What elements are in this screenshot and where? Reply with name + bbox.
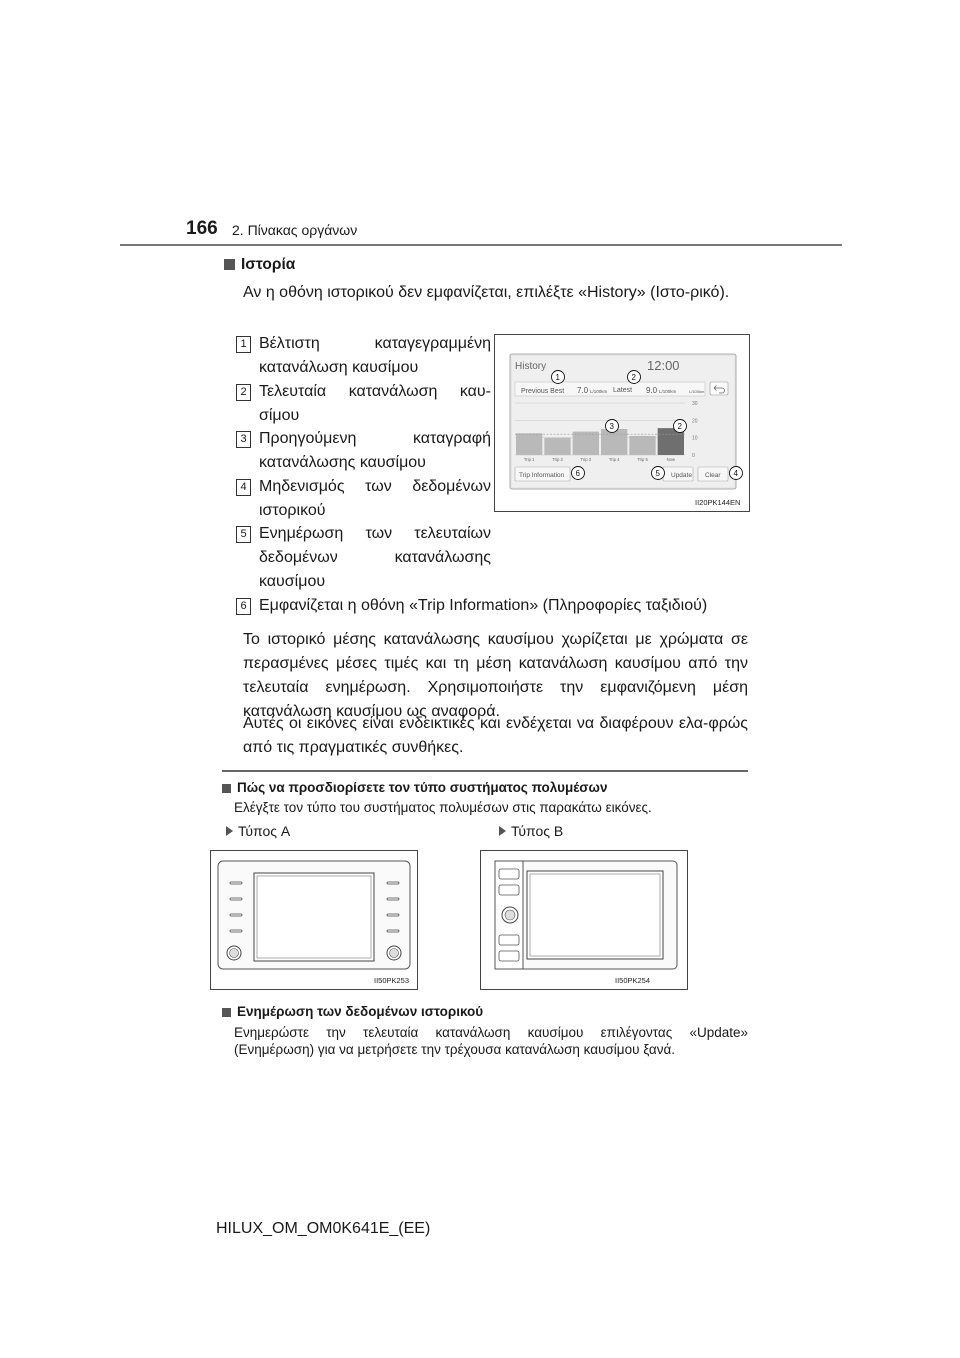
history-heading <box>224 256 295 274</box>
clear-label: Clear <box>705 472 721 479</box>
media-title: Πώς να προσδιορίσετε τον τύπο συστήματος πολυμέσων <box>237 780 608 795</box>
square-bullet-icon <box>224 259 235 270</box>
update-title: Ενημέρωση των δεδομένων ιστορικού <box>237 1004 484 1019</box>
hard-key <box>387 914 399 916</box>
bar-trip <box>544 438 570 455</box>
bar-trip <box>629 436 655 455</box>
triangle-bullet-icon <box>226 826 233 836</box>
square-bullet-icon <box>222 1008 231 1017</box>
item-number-6: 6 <box>236 598 251 615</box>
bar-trip <box>573 432 599 455</box>
header-divider <box>120 244 842 246</box>
previous-best-label: Previous Best <box>521 388 565 395</box>
hard-key <box>230 914 242 916</box>
y-tick-label: 0 <box>692 453 695 459</box>
callout-6-num: 6 <box>575 469 580 478</box>
image-a-code: II50PK253 <box>374 976 410 985</box>
x-tick-label: Trip 4 <box>608 457 620 462</box>
type-a-svg <box>211 851 417 989</box>
trip-information-label: Trip Information <box>519 472 565 479</box>
screen-image-code: II20PK144EN <box>695 498 741 507</box>
item-number-1: 1 <box>236 336 251 353</box>
callout-3-num: 3 <box>609 422 614 431</box>
item-number-2: 2 <box>236 384 251 401</box>
display-b <box>527 871 663 959</box>
callout-2b-num: 2 <box>677 422 682 431</box>
hard-key <box>230 898 242 900</box>
latest-label: Latest <box>613 387 633 394</box>
callout-4-num: 4 <box>733 469 738 478</box>
item-text-2: Τελευταία κατανάλωση καυ-σίμου <box>259 383 491 424</box>
chapter-title: 2. Πίνακας οργάνων <box>232 222 358 238</box>
update-text: Ενημερώστε την τελευταία κατανάλωση καυσίμου επιλέγοντας «Update» (Ενημέρωση) για να μετρήσετε την τρέχουσα κατανάλωση καυσίμου ξανά. <box>234 1025 748 1057</box>
x-tick-label: Trip 5 <box>637 457 648 462</box>
previous-best-value: 7.0 <box>577 386 589 395</box>
page-number: 166 <box>186 218 218 239</box>
bar-trip <box>601 429 627 455</box>
hard-key <box>230 930 242 932</box>
callout-1-num: 1 <box>555 373 560 382</box>
y-tick-label: 30 <box>692 401 698 407</box>
history-paragraph-2: Αυτές οι εικόνες είναι ενδεικτικές και ενδέχεται να διαφέρουν ελα-φρώς από τις πραγματικές συνθήκες. <box>243 715 748 756</box>
media-text: Ελέγξτε τον τύπο του συστήματος πολυμέσων στις παρακάτω εικόνες. <box>234 800 652 815</box>
item-number-3: 3 <box>236 431 251 448</box>
callout-2a-num: 2 <box>631 373 636 382</box>
bar-trip <box>516 433 542 455</box>
unit-button-label: L/100km <box>689 389 705 394</box>
section-divider <box>222 770 748 772</box>
y-tick-label: 10 <box>692 435 698 442</box>
x-tick-label: Trip 3 <box>580 457 592 462</box>
display-a <box>254 873 374 961</box>
hard-key <box>387 898 399 900</box>
hard-key <box>387 930 399 932</box>
item-number-5: 5 <box>236 526 251 543</box>
x-tick-label: Now <box>666 457 676 462</box>
y-tick-label: 20 <box>692 418 698 425</box>
history-intro: Αν η οθόνη ιστορικού δεν εμφανίζεται, επιλέξτε «History» (Ιστο-ρικό). <box>243 284 730 301</box>
hard-key <box>499 951 519 961</box>
type-a-text: Τύπος A <box>238 823 291 839</box>
type-b-illustration <box>480 850 688 990</box>
latest-unit: L/100km <box>659 389 677 394</box>
hard-key <box>499 885 519 895</box>
hard-key <box>499 935 519 945</box>
square-bullet-icon <box>222 784 231 793</box>
x-tick-label: Trip 2 <box>552 457 563 462</box>
type-b-text: Τύπος B <box>511 823 564 839</box>
screen-clock: 12:00 <box>647 358 680 373</box>
history-paragraph-1: Το ιστορικό μέσης κατανάλωσης καυσίμου χωρίζεται με χρώματα σε περασμένες μέσες τιμές και τη μέση κατανάλωση καυσίμου από την τελευταία ενημέρωση. Χρησιμοποιήστε την εμφανιζόμενη μέση κατανάλωση καυσίμου ως αναφορά. <box>243 631 748 720</box>
document-code: HILUX_OM_OM0K641E_(EE) <box>216 1220 431 1237</box>
history-screen-svg <box>495 335 749 511</box>
update-label: Update <box>671 472 692 479</box>
image-b-code: II50PK254 <box>615 976 651 985</box>
media-heading <box>222 780 607 795</box>
item-text-4: Μηδενισμός των δεδομένων ιστορικού <box>259 478 491 519</box>
item-text-3: Προηγούμενη καταγραφή κατανάλωσης καυσίμου <box>259 430 491 471</box>
history-title: Ιστορία <box>241 256 296 273</box>
item-text-1: Βέλτιστη καταγεγραμμένη κατανάλωση καυσίμου <box>259 335 491 376</box>
update-heading <box>222 1004 483 1019</box>
hard-key <box>230 882 242 884</box>
type-a-illustration <box>210 850 418 990</box>
screen-title: History <box>515 361 547 372</box>
type-a-label <box>226 823 290 839</box>
type-b-svg <box>481 851 687 989</box>
history-screen-illustration <box>494 334 750 512</box>
item-text-6: Εμφανίζεται η οθόνη «Trip Information» (Πληροφορίες ταξιδιού) <box>259 597 708 614</box>
latest-value: 9.0 <box>646 386 658 395</box>
previous-best-unit: L/100km <box>590 389 608 394</box>
x-tick-label: Trip 1 <box>523 457 535 462</box>
hard-key <box>387 882 399 884</box>
triangle-bullet-icon <box>499 826 506 836</box>
callout-5-num: 5 <box>655 469 660 478</box>
item-text-5: Ενημέρωση των τελευταίων δεδομένων κατανάλωσης καυσίμου <box>259 525 491 590</box>
type-b-label <box>499 823 563 839</box>
hard-key <box>499 869 519 879</box>
item-number-4: 4 <box>236 479 251 496</box>
